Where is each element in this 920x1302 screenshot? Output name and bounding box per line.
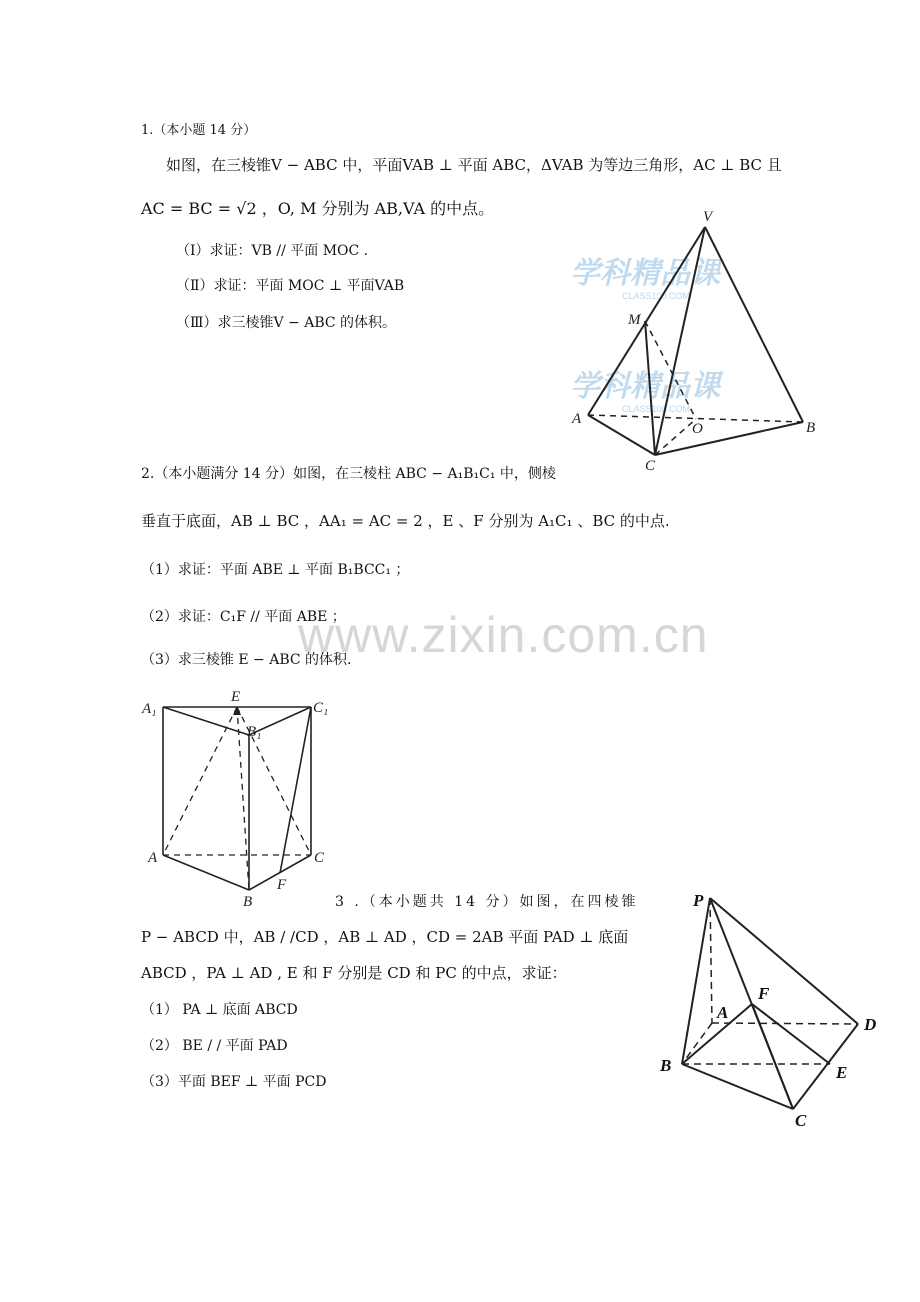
p3-line3: ABCD ，PA ⊥ AD , E 和 F 分别是 CD 和 PC 的中点，求证：: [141, 964, 567, 982]
site-watermark: www.zixin.com.cn: [298, 607, 709, 663]
p3-label-a: A: [717, 1003, 729, 1022]
p1-label-a: A: [572, 411, 582, 427]
p2-label-a1: A₁: [142, 701, 157, 717]
p2-line2: 垂直于底面，AB ⊥ BC ，AA₁ = AC = 2 ，E 、F 分别为 A₁C₁ 、BC 的中点.: [141, 512, 670, 530]
p1-part1: （Ⅰ）求证：VB // 平面 MOC .: [176, 243, 369, 259]
p2-label-f: F: [277, 877, 287, 893]
p1-label-c: C: [645, 458, 656, 474]
p1-label-m: M: [628, 312, 641, 328]
p2-part1: （1）求证：平面 ABE ⊥ 平面 B₁BCC₁ ；: [141, 562, 410, 578]
p3-label-c: C: [795, 1111, 807, 1130]
p2-label-b: B: [243, 894, 253, 910]
p3-part3: （3）平面 BEF ⊥ 平面 PCD: [141, 1074, 327, 1090]
p1-label-v: V: [703, 209, 713, 225]
p2-part3: （3）求三棱锥 E − ABC 的体积.: [141, 652, 352, 668]
p2-label-b1: B₁: [247, 724, 262, 740]
p1-header: 1.（本小题 14 分）: [141, 123, 257, 138]
p1-part2: （Ⅱ）求证：平面 MOC ⊥ 平面VAB: [176, 278, 405, 294]
p2-label-c: C: [314, 850, 325, 866]
p3-label-b: B: [660, 1056, 672, 1075]
p2-label-e: E: [231, 689, 241, 705]
p1-figure-watermark-sub-2: CLASS100.COM: [622, 404, 691, 414]
p1-label-b: B: [806, 420, 816, 436]
p3-header: 3 .（本小题共 14 分）如图，在四棱锥: [335, 894, 639, 910]
p1-label-o: O: [692, 421, 703, 437]
p2-label-c1: C₁: [313, 700, 329, 716]
p3-part1: （1） PA ⊥ 底面 ABCD: [141, 1002, 298, 1018]
p1-figure-watermark-sub: CLASS100.COM: [622, 291, 691, 301]
p2-label-a: A: [148, 850, 158, 866]
p1-line1: 如图，在三棱锥V − ABC 中，平面VAB ⊥ 平面 ABC，ΔVAB 为等边三角形，AC ⊥ BC 且: [166, 156, 782, 174]
p1-figure-watermark-1: 学科精品课: [570, 257, 720, 290]
p1-part3: （Ⅲ）求三棱锥V − ABC 的体积。: [176, 315, 397, 331]
p3-label-p: P: [693, 891, 704, 910]
p3-label-e: E: [836, 1063, 848, 1082]
p3-label-f: F: [758, 984, 770, 1003]
p3-label-d: D: [864, 1015, 877, 1034]
p1-figure-watermark-2: 学科精品课: [570, 370, 720, 403]
p3-part2: （2） BE / / 平面 PAD: [141, 1038, 288, 1054]
p2-header: 2.（本小题满分 14 分）如图，在三棱柱 ABC − A₁B₁C₁ 中，侧棱: [141, 466, 556, 482]
p3-line2: P − ABCD 中，AB / /CD ，AB ⊥ AD ，CD = 2AB 平面 PAD ⊥ 底面: [141, 928, 629, 946]
p1-line2: AC = BC = √2 ，O, M 分别为 AB,VA 的中点。: [141, 199, 495, 218]
p2-part2: （2）求证：C₁F // 平面 ABE ；: [141, 609, 346, 625]
